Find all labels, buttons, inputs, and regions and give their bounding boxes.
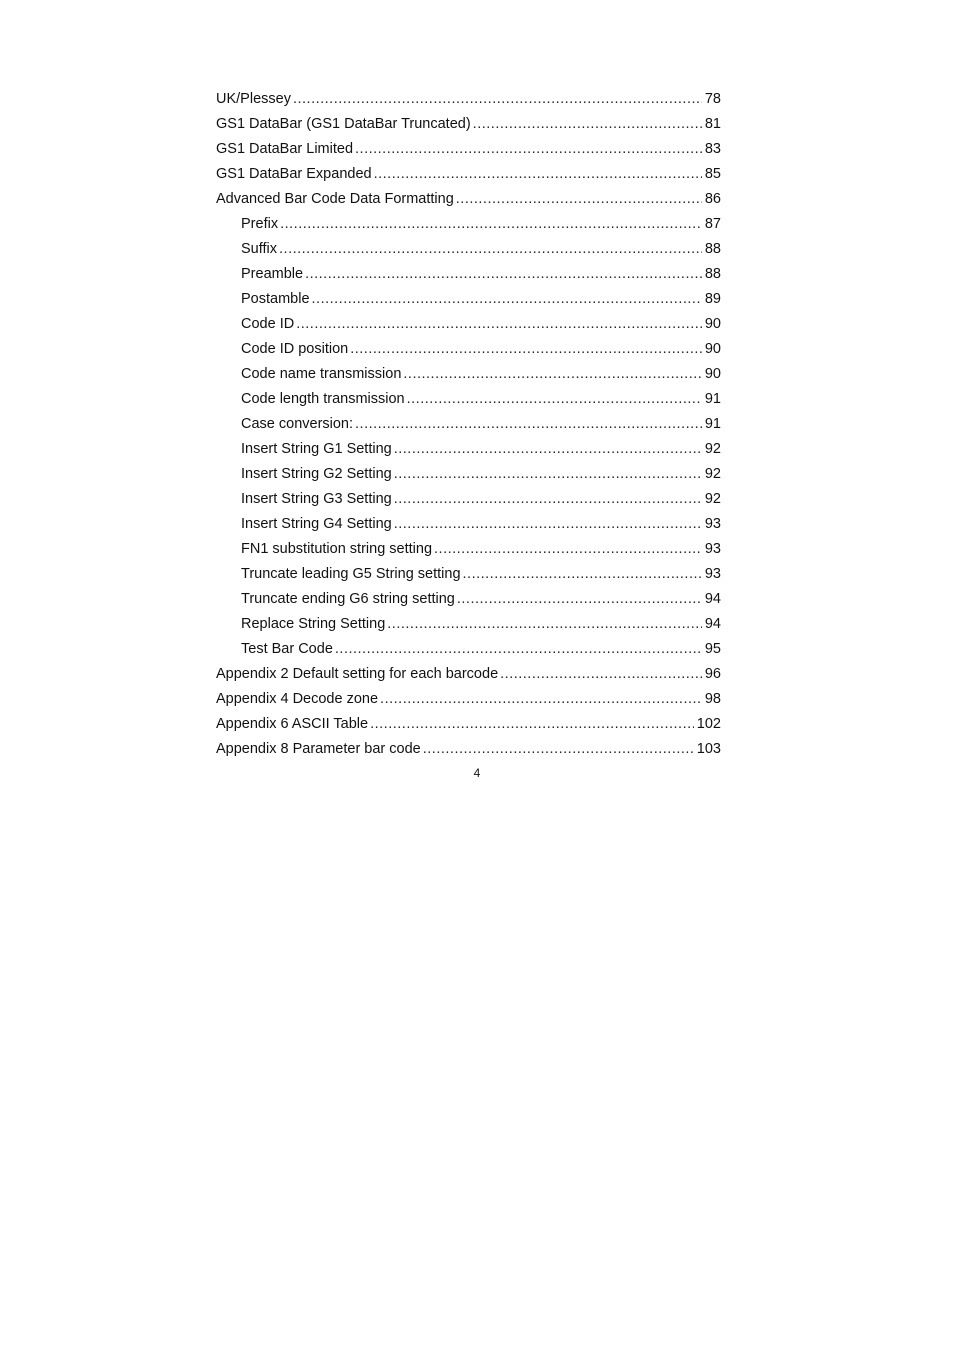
dot-leader: [374, 166, 702, 182]
dot-leader: [335, 641, 702, 657]
toc-entry[interactable]: [216, 111, 721, 136]
dot-leader: [387, 616, 702, 632]
toc-entry-title: GS1 DataBar Expanded: [216, 165, 372, 182]
toc-entry[interactable]: [216, 661, 721, 686]
dot-leader: [370, 716, 694, 732]
toc-subentry[interactable]: [216, 361, 721, 386]
toc-subentry[interactable]: [216, 636, 721, 661]
toc-entry-title: UK/Plessey: [216, 90, 291, 107]
toc-subentry[interactable]: [216, 436, 721, 461]
toc-entry-page: 90: [704, 315, 721, 332]
toc-entry[interactable]: [216, 186, 721, 211]
toc-entry-title: Postamble: [241, 290, 310, 307]
toc-entry[interactable]: [216, 136, 721, 161]
dot-leader: [423, 741, 694, 757]
toc-entry-title: Truncate leading G5 String setting: [241, 565, 461, 582]
dot-leader: [355, 416, 702, 432]
dot-leader: [280, 216, 702, 232]
toc-entry-page: 90: [704, 340, 721, 357]
toc-entry-title: FN1 substitution string setting: [241, 540, 433, 557]
toc-entry[interactable]: [216, 686, 721, 711]
dot-leader: [500, 666, 702, 682]
table-of-contents: [216, 86, 721, 761]
toc-subentry[interactable]: [216, 211, 721, 236]
toc-entry-page: 93: [704, 515, 721, 532]
toc-subentry[interactable]: [216, 261, 721, 286]
toc-subentry[interactable]: [216, 586, 721, 611]
toc-entry-page: 81: [704, 115, 721, 132]
toc-entry-title: Preamble: [241, 265, 304, 282]
toc-entry-title: GS1 DataBar Limited: [216, 140, 354, 157]
toc-entry-title: Test Bar Code: [241, 640, 333, 657]
toc-entry-page: 93: [704, 565, 721, 582]
dot-leader: [407, 391, 702, 407]
dot-leader: [394, 441, 702, 457]
toc-entry-page: 87: [704, 215, 721, 232]
toc-entry-title: Code name transmission: [241, 365, 402, 382]
toc-entry-page: 83: [704, 140, 721, 157]
toc-entry-title: Code length transmission: [241, 390, 405, 407]
toc-subentry[interactable]: [216, 311, 721, 336]
dot-leader: [293, 91, 702, 107]
toc-subentry[interactable]: [216, 536, 721, 561]
dot-leader: [434, 541, 702, 557]
dot-leader: [457, 591, 702, 607]
toc-entry-title: Insert String G4 Setting: [241, 515, 392, 532]
dot-leader: [394, 466, 702, 482]
toc-entry-title: Insert String G3 Setting: [241, 490, 392, 507]
toc-entry-page: 91: [704, 390, 721, 407]
toc-subentry[interactable]: [216, 386, 721, 411]
toc-subentry[interactable]: [216, 336, 721, 361]
toc-entry-title: Prefix: [241, 215, 279, 232]
toc-entry-page: 98: [704, 690, 721, 707]
toc-entry-title: Appendix 8 Parameter bar code: [216, 740, 421, 757]
toc-entry-page: 92: [704, 440, 721, 457]
toc-entry-title: Case conversion:: [241, 415, 354, 432]
toc-entry-title: Truncate ending G6 string setting: [241, 590, 455, 607]
toc-entry-page: 88: [704, 240, 721, 257]
toc-entry-page: 92: [704, 490, 721, 507]
toc-subentry[interactable]: [216, 286, 721, 311]
toc-entry-page: 102: [696, 715, 721, 732]
toc-entry-title: Appendix 6 ASCII Table: [216, 715, 369, 732]
toc-entry-page: 96: [704, 665, 721, 682]
dot-leader: [305, 266, 702, 282]
dot-leader: [350, 341, 702, 357]
toc-entry-page: 86: [704, 190, 721, 207]
toc-entry-page: 90: [704, 365, 721, 382]
toc-subentry[interactable]: [216, 411, 721, 436]
toc-subentry[interactable]: [216, 236, 721, 261]
dot-leader: [394, 516, 702, 532]
toc-entry-page: 94: [704, 590, 721, 607]
dot-leader: [473, 116, 702, 132]
toc-entry-page: 78: [704, 90, 721, 107]
toc-subentry[interactable]: [216, 561, 721, 586]
toc-entry-title: Code ID position: [241, 340, 349, 357]
toc-entry-page: 92: [704, 465, 721, 482]
toc-entry-page: 95: [704, 640, 721, 657]
toc-subentry[interactable]: [216, 611, 721, 636]
toc-entry-title: Code ID: [241, 315, 295, 332]
dot-leader: [296, 316, 702, 332]
toc-subentry[interactable]: [216, 461, 721, 486]
toc-subentry[interactable]: [216, 486, 721, 511]
toc-entry[interactable]: [216, 86, 721, 111]
dot-leader: [380, 691, 702, 707]
toc-entry-title: Advanced Bar Code Data Formatting: [216, 190, 454, 207]
toc-entry[interactable]: [216, 736, 721, 761]
toc-subentry[interactable]: [216, 511, 721, 536]
toc-entry-page: 91: [704, 415, 721, 432]
toc-entry[interactable]: [216, 161, 721, 186]
toc-entry-title: GS1 DataBar (GS1 DataBar Truncated): [216, 115, 471, 132]
dot-leader: [312, 291, 702, 307]
toc-entry-title: Insert String G2 Setting: [241, 465, 392, 482]
toc-entry-title: Insert String G1 Setting: [241, 440, 392, 457]
toc-entry-page: 103: [696, 740, 721, 757]
toc-entry-title: Replace String Setting: [241, 615, 386, 632]
toc-entry[interactable]: [216, 711, 721, 736]
toc-entry-title: Appendix 4 Decode zone: [216, 690, 379, 707]
dot-leader: [279, 241, 702, 257]
toc-entry-title: Suffix: [241, 240, 278, 257]
dot-leader: [403, 366, 701, 382]
toc-entry-page: 93: [704, 540, 721, 557]
toc-entry-page: 85: [704, 165, 721, 182]
toc-entry-title: Appendix 2 Default setting for each barcode: [216, 665, 499, 682]
dot-leader: [463, 566, 702, 582]
toc-entry-page: 88: [704, 265, 721, 282]
toc-entry-page: 89: [704, 290, 721, 307]
dot-leader: [456, 191, 702, 207]
page-number: 4: [473, 766, 481, 780]
dot-leader: [394, 491, 702, 507]
dot-leader: [355, 141, 702, 157]
toc-entry-page: 94: [704, 615, 721, 632]
